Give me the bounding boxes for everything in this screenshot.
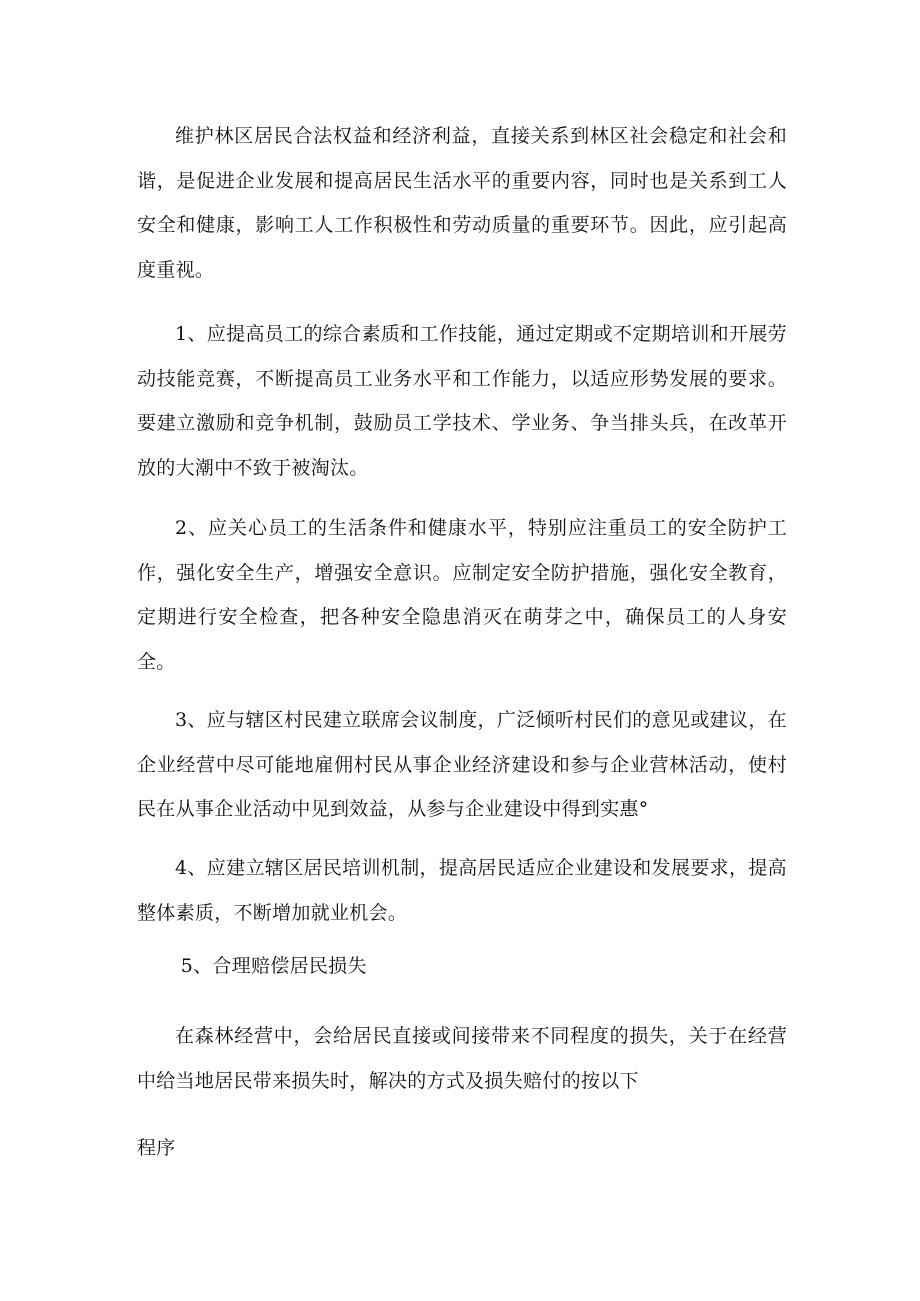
paragraph-item-3: 3、应与辖区村民建立联席会议制度，广泛倾听村民们的意见或建议，在企业经营中尽可能地雇佣村民从事企业经济建设和参与企业营林活动，使村民在从事企业活动中见到效益，从参与企业建设中得到实惠° <box>137 709 787 820</box>
paragraph-item-2: 2、应关心员工的生活条件和健康水平，特别应注重员工的安全防护工作，强化安全生产，增强安全意识。应制定安全防护措施，强化安全教育，定期进行安全检查，把各种安全隐患消灭在萌芽之中，确保员工的人身安全。 <box>137 517 787 673</box>
paragraph-procedure: 程序 <box>137 1137 176 1159</box>
paragraph-compensation: 在森林经营中，会给居民直接或间接带来不同程度的损失，关于在经营中给当地居民带来损失时，解决的方式及损失赔付的按以下 <box>137 1025 787 1092</box>
paragraph-item-1: 1、应提高员工的综合素质和工作技能，通过定期或不定期培训和开展劳动技能竞赛，不断提高员工业务水平和工作能力，以适应形势发展的要求。要建立激励和竞争机制，鼓励员工学技术、学业务、争当排头兵，在改革开放的大潮中不致于被淘汰。 <box>137 323 787 479</box>
section-heading-5: 5、合理赔偿居民损失 <box>180 955 367 977</box>
paragraph-intro: 维护林区居民合法权益和经济利益，直接关系到林区社会稳定和社会和谐，是促进企业发展和提高居民生活水平的重要内容，同时也是关系到工人安全和健康，影响工人工作积极性和劳动质量的重要环节。因此，应引起高度重视。 <box>137 125 787 281</box>
paragraph-item-4: 4、应建立辖区居民培训机制，提高居民适应企业建设和发展要求，提高整体素质，不断增加就业机会。 <box>137 857 787 924</box>
